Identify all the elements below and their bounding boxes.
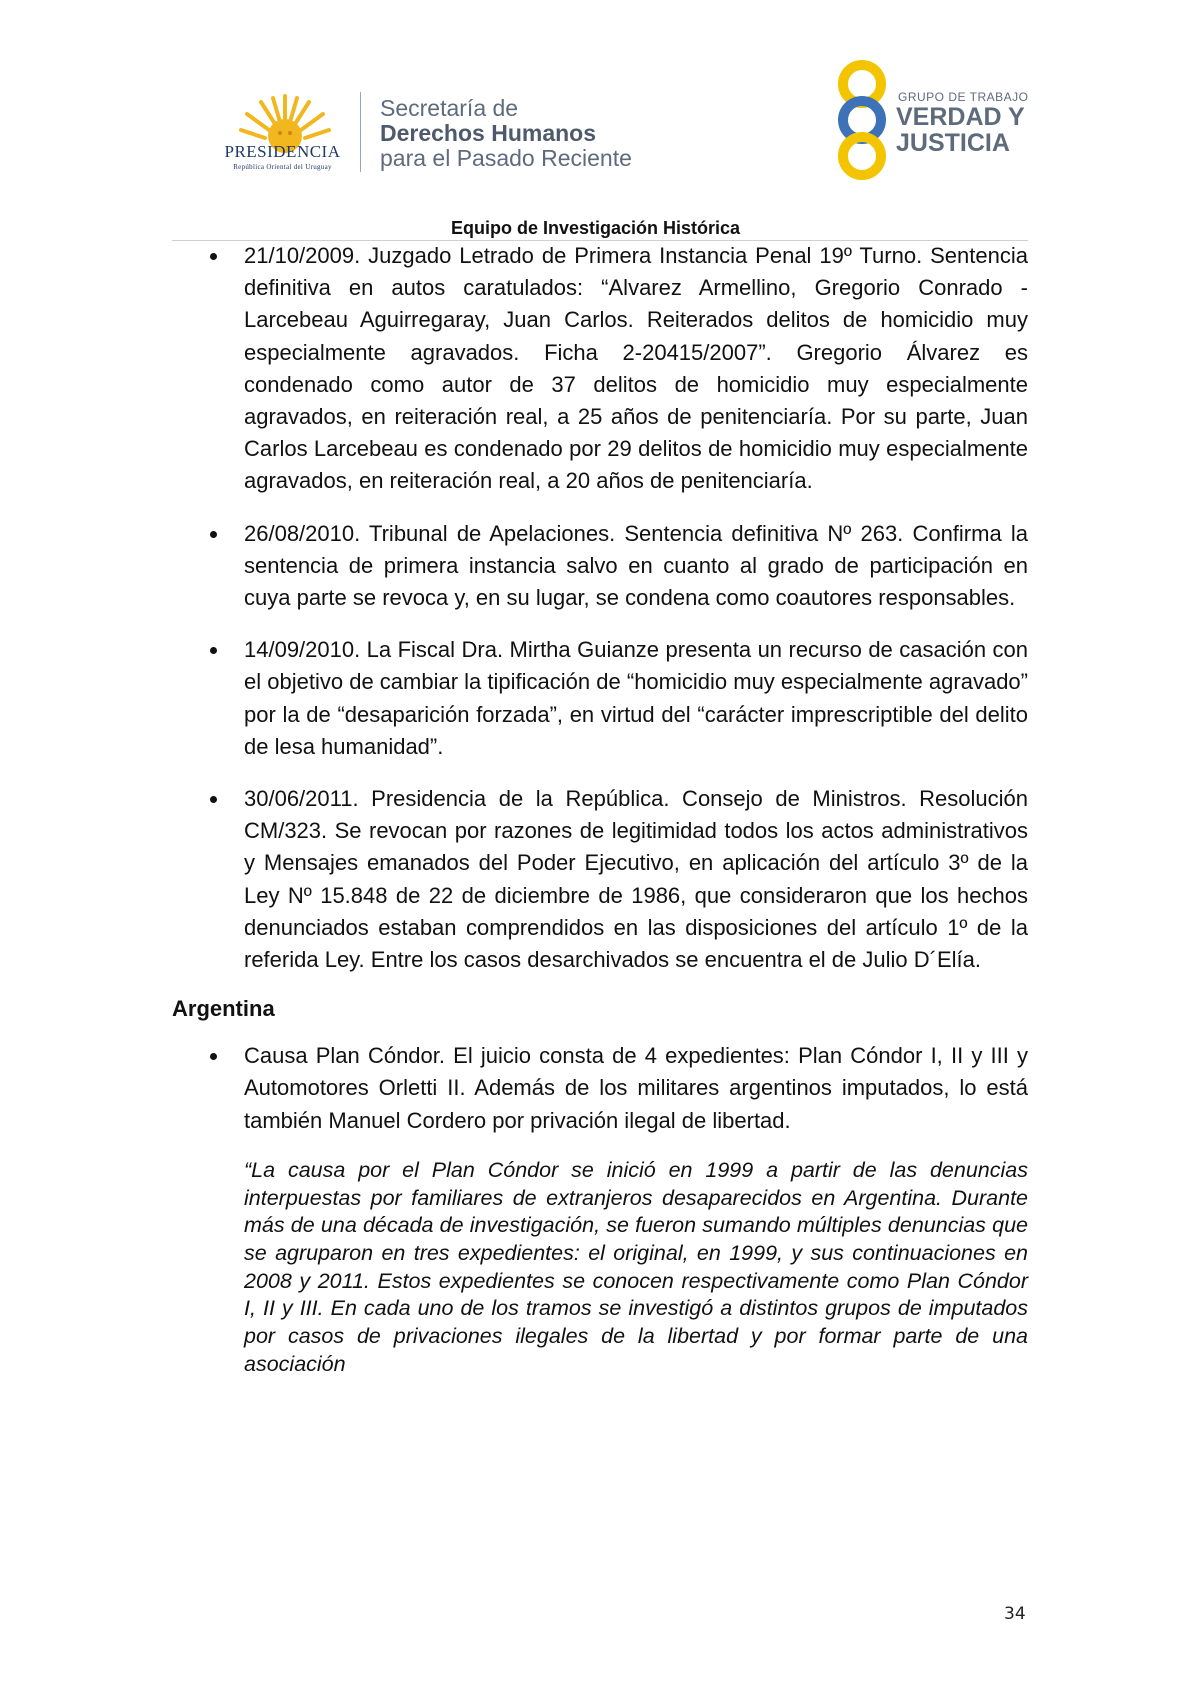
list-item-text: 14/09/2010. La Fiscal Dra. Mirtha Guianze presenta un recurso de casación con el objetivo de cambiar la tipificación de “homicidio muy especialmente agravado” por la de “desaparición forzada”, en virtud del “carácter imprescriptible del delito de lesa humanidad”. bbox=[244, 637, 1028, 759]
justicia-label: JUSTICIA bbox=[896, 129, 1010, 157]
list-item bbox=[172, 783, 1028, 976]
presidencia-name: PRESIDENCIA bbox=[224, 142, 341, 161]
block-quote: “La causa por el Plan Cóndor se inició en 1999 a partir de las denuncias interpuestas por familiares de extranjeros desaparecidos en Argentina. Durante más de una década de investigación, se fueron sumando múltiples denuncias que se agruparon en tres expedientes: el original, en 1999, y sus continuaciones en 2008 y 2011. Estos expedientes se conocen respectivamente como Plan Cóndor I, II y III. En cada uno de los tramos se investigó a distintos grupos de imputados por casos de privaciones ilegales de la libertad y por formar parte de una asociación bbox=[244, 1157, 1028, 1376]
bullet-icon bbox=[210, 647, 217, 654]
bullet-icon bbox=[210, 253, 217, 260]
document-body bbox=[172, 240, 1028, 1379]
secretaria-line-2: Derechos Humanos bbox=[380, 120, 597, 146]
logo-divider bbox=[360, 92, 361, 172]
team-title: Equipo de Investigación Histórica bbox=[450, 218, 741, 238]
page-header bbox=[0, 0, 1191, 240]
secretaria-line-1: Secretaría de bbox=[380, 95, 519, 121]
list-item bbox=[172, 634, 1028, 763]
secretaria-logo-text bbox=[380, 96, 632, 171]
list-item bbox=[172, 1040, 1028, 1137]
verdad-label: VERDAD Y bbox=[896, 103, 1025, 131]
page-number: 34 bbox=[1004, 1604, 1026, 1624]
list-item-text: 21/10/2009. Juzgado Letrado de Primera Instancia Penal 19º Turno. Sentencia definitiva en autos caratulados: “Alvarez Armellino, Gregorio Conrado - Larcebeau Aguirregaray, Juan Carlos. Reiterados delitos de homicidio muy especialmente agravados. Ficha 2-20415/2007”. Gregorio Álvarez es condenado como autor de 37 delitos de homicidio muy especialmente agravados, en reiteración real, a 25 años de penitenciaría. Por su parte, Juan Carlos Larcebeau es condenado por 29 delitos de homicidio muy especialmente agravados, en reiteración real, a 20 años de penitenciaría. bbox=[244, 243, 1028, 494]
verdad-justicia-title bbox=[896, 104, 1025, 156]
bullet-icon bbox=[210, 1053, 217, 1060]
bullet-icon bbox=[210, 796, 217, 803]
secretaria-line-3: para el Pasado Reciente bbox=[380, 145, 632, 171]
list-item bbox=[172, 518, 1028, 615]
list-item-text: 26/08/2010. Tribunal de Apelaciones. Sentencia definitiva Nº 263. Confirma la sentencia de primera instancia salvo en cuanto al grado de participación en cuya parte se revoca y, en su lugar, se condena como coautores responsables. bbox=[244, 520, 1028, 611]
bullet-icon bbox=[210, 531, 217, 538]
verdad-justicia-rings-logo bbox=[822, 58, 902, 182]
list-item-text: Causa Plan Cóndor. El juicio consta de 4 expedientes: Plan Cóndor I, II y III y Automotores Orletti II. Además de los militares argentinos imputados, lo está también Manuel Cordero por privación ilegal de libertad. bbox=[244, 1043, 1028, 1133]
presidencia-subtitle: República Oriental del Uruguay bbox=[233, 163, 332, 171]
list-item bbox=[172, 240, 1028, 498]
section-heading: Argentina bbox=[172, 996, 275, 1022]
grupo-trabajo-label: GRUPO DE TRABAJO bbox=[898, 90, 1029, 104]
list-item-text: 30/06/2011. Presidencia de la República. Consejo de Ministros. Resolución CM/323. Se revocan por razones de legitimidad todos los actos administrativos y Mensajes emanados del Poder Ejecutivo, en aplicación del artículo 3º de la Ley Nº 15.848 de 22 de diciembre de 1986, que consideraron que los hechos denunciados estaban comprendidos en las disposiciones del artículo 1º de la referida Ley. Entre los casos desarchivados se encuentra el de Julio D´Elía. bbox=[244, 786, 1028, 973]
